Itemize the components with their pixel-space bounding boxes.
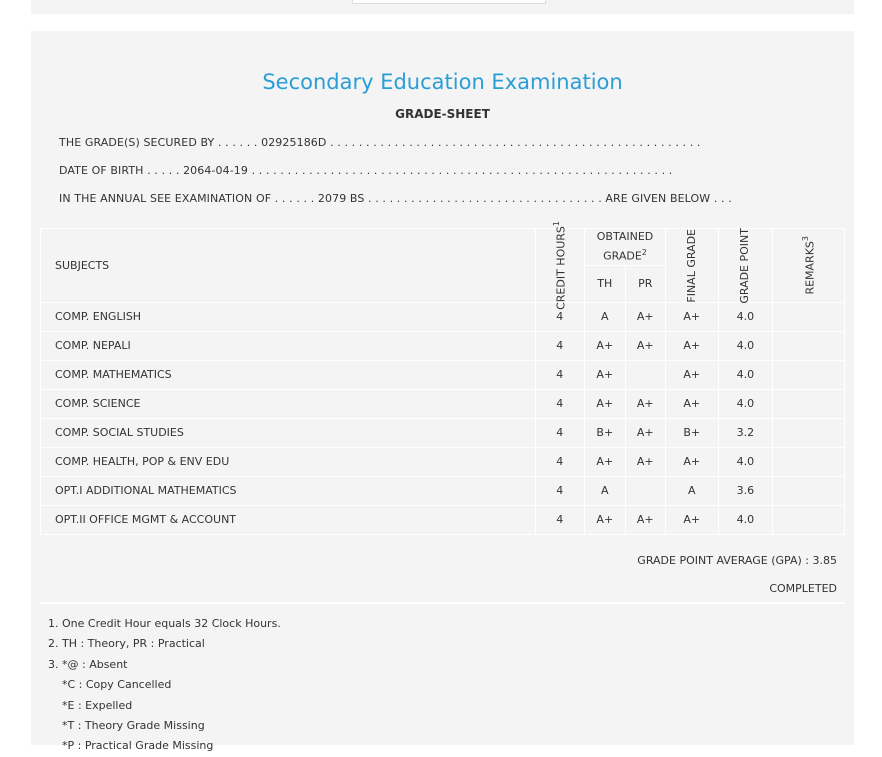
remarks-cell <box>773 447 845 476</box>
grade-table <box>40 220 845 535</box>
footnote: *E : Expelled <box>62 698 133 712</box>
obtained-grade-header: OBTAINED GRADE$^2$ <box>585 229 666 266</box>
subject-cell: COMP. ENGLISH <box>41 302 536 331</box>
grade-point-cell: 4.0 <box>718 331 773 360</box>
credit-cell: 4 <box>535 389 585 418</box>
th-cell: B+ <box>585 418 625 447</box>
secured-by-line: THE GRADE(S) SECURED BY . . . . . . 02925186D . . . . . . . . . . . . . . . . . . . . . . . . . . . . . . . . . . . . . . . . . . . . . . . . . . . . <box>59 136 701 149</box>
final-grade-cell: A+ <box>665 505 718 534</box>
footnote: *C : Copy Cancelled <box>62 678 172 692</box>
grade-sheet <box>31 31 854 753</box>
table-row <box>41 331 845 360</box>
th-cell: A+ <box>585 447 625 476</box>
pr-cell <box>625 360 665 389</box>
table-row <box>41 476 845 505</box>
table-row <box>41 302 845 331</box>
footnote: 2. TH : Theory, PR : Practical <box>48 637 205 651</box>
gpa-line: GRADE POINT AVERAGE (GPA) : 3.85 <box>637 554 837 567</box>
footnote: 1. One Credit Hour equals 32 Clock Hours. <box>48 617 281 630</box>
th-cell: A <box>585 476 625 505</box>
pr-cell: A+ <box>625 302 665 331</box>
credit-cell: 4 <box>535 447 585 476</box>
final-grade-cell: A <box>665 476 718 505</box>
table-row <box>41 389 845 418</box>
th-cell: A <box>585 302 625 331</box>
table-row <box>41 447 845 476</box>
final-grade-cell: B+ <box>665 418 718 447</box>
remarks-cell <box>773 476 845 505</box>
grade-point-header: GRADE POINT <box>718 229 773 303</box>
subject-cell: COMP. SOCIAL STUDIES <box>41 418 536 447</box>
pr-cell: A+ <box>625 505 665 534</box>
top-bar <box>31 0 854 14</box>
footnotes <box>48 614 281 757</box>
subject-cell: COMP. MATHEMATICS <box>41 360 536 389</box>
th-cell: A+ <box>585 389 625 418</box>
dob-line: DATE OF BIRTH . . . . . 2064-04-19 . . . . . . . . . . . . . . . . . . . . . . . . . . . . . . . . . . . . . . . . . . . . . . . . . . . . . . . . . . . <box>59 164 673 177</box>
footnote: 3. *@ : Absent <box>48 657 128 671</box>
pr-cell: A+ <box>625 447 665 476</box>
grade-point-cell: 4.0 <box>718 302 773 331</box>
remarks-cell <box>773 389 845 418</box>
credit-cell: 4 <box>535 476 585 505</box>
th-cell: A+ <box>585 331 625 360</box>
remarks-cell <box>773 360 845 389</box>
pr-cell <box>625 476 665 505</box>
final-grade-cell: A+ <box>665 389 718 418</box>
final-grade-cell: A+ <box>665 360 718 389</box>
credit-cell: 4 <box>535 505 585 534</box>
table-row <box>41 360 845 389</box>
remarks-cell <box>773 505 845 534</box>
th-header: TH <box>585 265 625 302</box>
remarks-cell <box>773 331 845 360</box>
subject-cell: COMP. SCIENCE <box>41 389 536 418</box>
subject-cell: OPT.I ADDITIONAL MATHEMATICS <box>41 476 536 505</box>
final-grade-cell: A+ <box>665 447 718 476</box>
exam-title: Secondary Education Examination <box>262 70 623 94</box>
final-grade-cell: A+ <box>665 331 718 360</box>
remarks-cell <box>773 418 845 447</box>
status-text: COMPLETED <box>769 582 837 595</box>
grade-point-cell: 4.0 <box>718 360 773 389</box>
credit-cell: 4 <box>535 418 585 447</box>
subjects-header: SUBJECTS <box>41 229 536 303</box>
th-cell: A+ <box>585 505 625 534</box>
credit-cell: 4 <box>535 331 585 360</box>
pr-cell: A+ <box>625 389 665 418</box>
final-grade-header: FINAL GRADE <box>665 229 718 303</box>
grade-point-cell: 4.0 <box>718 389 773 418</box>
search-input[interactable] <box>352 0 546 4</box>
credit-cell: 4 <box>535 302 585 331</box>
grade-sheet-title: GRADE-SHEET <box>395 107 490 121</box>
th-cell: A+ <box>585 360 625 389</box>
credit-cell: 4 <box>535 360 585 389</box>
grade-point-cell: 3.6 <box>718 476 773 505</box>
footnote: *P : Practical Grade Missing <box>62 739 214 753</box>
subject-cell: COMP. NEPALI <box>41 331 536 360</box>
exam-line: IN THE ANNUAL SEE EXAMINATION OF . . . . . . 2079 BS . . . . . . . . . . . . . . . . . . . . . . . . . . . . . . . . . ARE GIVEN BELOW . . . <box>59 192 732 205</box>
footnote: *T : Theory Grade Missing <box>62 719 205 733</box>
credit-hours-header: CREDIT HOURS$^1$ <box>535 229 585 303</box>
final-grade-cell: A+ <box>665 302 718 331</box>
grade-point-cell: 4.0 <box>718 447 773 476</box>
pr-header: PR <box>625 265 665 302</box>
table-row <box>41 418 845 447</box>
grade-point-cell: 4.0 <box>718 505 773 534</box>
subject-cell: OPT.II OFFICE MGMT & ACCOUNT <box>41 505 536 534</box>
remarks-cell <box>773 302 845 331</box>
subject-cell: COMP. HEALTH, POP & ENV EDU <box>41 447 536 476</box>
table-row <box>41 505 845 534</box>
divider <box>40 602 845 604</box>
pr-cell: A+ <box>625 418 665 447</box>
grade-point-cell: 3.2 <box>718 418 773 447</box>
remarks-header: REMARKS$^3$ <box>773 229 845 303</box>
pr-cell: A+ <box>625 331 665 360</box>
